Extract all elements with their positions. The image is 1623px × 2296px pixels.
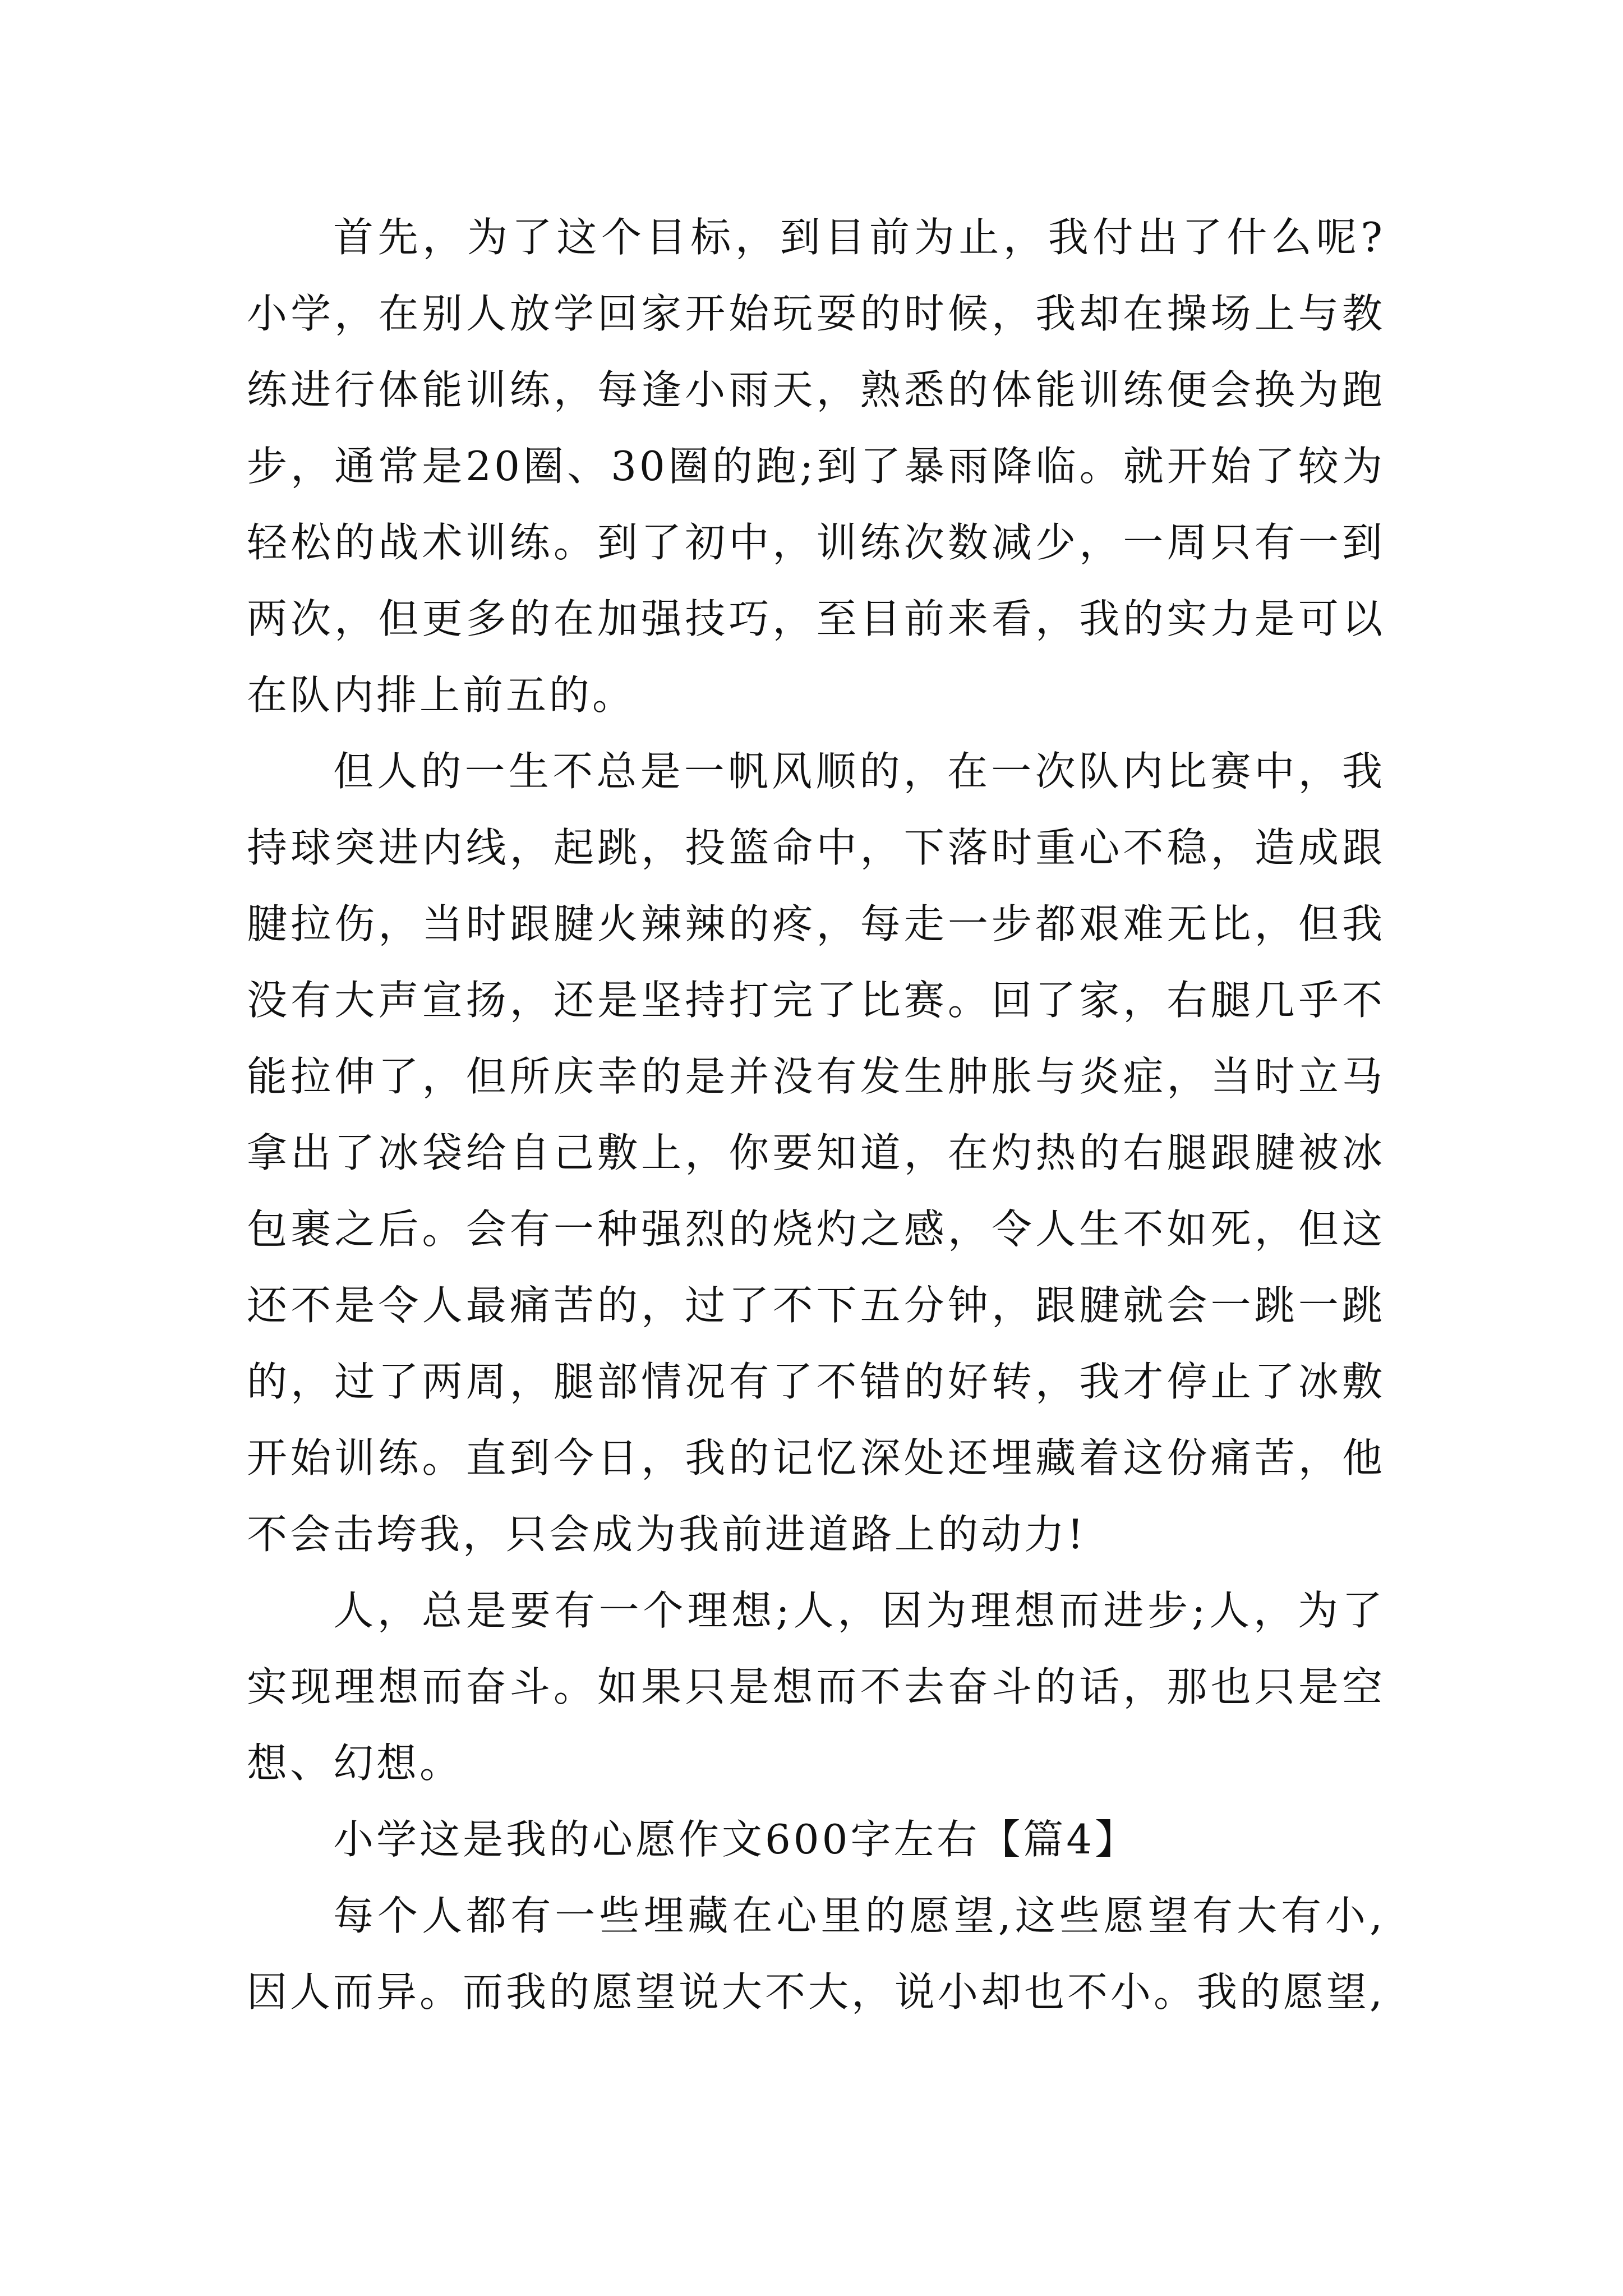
paragraph-wish: 每个人都有一些埋藏在心里的愿望,这些愿望有大有小,因人而异。而我的愿望说大不大，说小却也不小。我的愿望, bbox=[247, 1892, 1385, 2016]
document-body bbox=[247, 199, 1385, 2030]
paragraph-effort: 首先，为了这个目标，到目前为止，我付出了什么呢?小学，在别人放学回家开始玩耍的时候，我却在操场上与教练进行体能训练，每逢小雨天，熟悉的体能训练便会换为跑步，通常是20圈、30圈的跑;到了暴雨降临。就开始了较为轻松的战术训练。到了初中，训练次数减少，一周只有一到两次，但更多的在加强技巧，至目前来看，我的实力是可以在队内排上前五的。 bbox=[247, 214, 1385, 719]
paragraph-injury: 但人的一生不总是一帆风顺的，在一次队内比赛中，我持球突进内线，起跳，投篮命中，下落时重心不稳，造成跟腱拉伤，当时跟腱火辣辣的疼，每走一步都艰难无比，但我没有大声宣扬，还是坚持打完了比赛。回了家，右腿几乎不能拉伸了，但所庆幸的是并没有发生肿胀与炎症，当时立马拿出了冰袋给自己敷上，你要知道，在灼热的右腿跟腱被冰包裹之后。会有一种强烈的烧灼之感，令人生不如死，但这还不是令人最痛苦的，过了不下五分钟，跟腱就会一跳一跳的，过了两周，腿部情况有了不错的好转，我才停止了冰敷开始训练。直到今日，我的记忆深处还埋藏着这份痛苦，他不会击垮我，只会成为我前进道路上的动力! bbox=[247, 748, 1385, 1558]
section-heading: 小学这是我的心愿作文600字左右【篇4】 bbox=[333, 1816, 1138, 1863]
paragraph-ideal: 人，总是要有一个理想;人，因为理想而进步;人，为了实现理想而奋斗。如果只是想而不去奋斗的话，那也只是空想、幻想。 bbox=[247, 1587, 1385, 1787]
